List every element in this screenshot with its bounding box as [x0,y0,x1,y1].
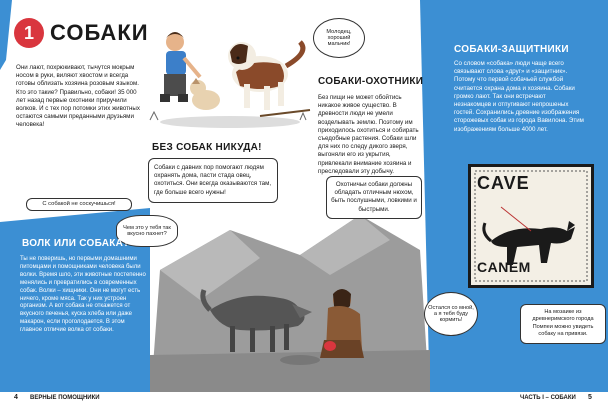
text-no-dogs: Собаки с давних пор помогают людям охранять дома, пасти стада овец, охотиться. Они всегда оказываются там, где больше всего нужны! [154,164,272,196]
heading-guard-dogs: СОБАКИ-ЗАЩИТНИКИ [454,44,569,55]
heading-no-dogs: БЕЗ СОБАК НИКУДА! [152,142,262,153]
speech-bubble-caveman: Остался со мной, а я тебя буду кормить! [424,292,478,336]
intro-text: Они лают, похрюкивают, тычутся мокрым носом в руки, виляют хвостом и всегда готовы облизать хозяина розовым языком. Кто это такие? Правильно, собаки! 35 000 лет назад первые охотники приручили волков. И с тех пор потомки этих животных остаются самыми преданными друзьями человека! [16,64,140,129]
text-mosaic-caption: На мозаике из древнеримского города Помпеи можно увидеть собаку на привязи. [532,309,594,338]
card-mosaic-caption [520,304,606,344]
text-wolf-or-dog: Ты не поверишь, но первыми домашними питомцами и помощниками человека были волки. Время шло, эти животные постепенно менялись и превратились в современных собак. Волки – хищники. Они не могут есть ничего, кроме мяса. Так у них устроен организм. А вот собака не откажется от вкусного печенья, куска хлеба или даже макарон, если проголодается. В этом главное отличие волка от собаки. [20,256,146,334]
mosaic-text-bottom: CANEM [477,259,531,275]
heading-hunting-dogs: СОБАКИ-ОХОТНИКИ [318,76,424,87]
heading-wolf-or-dog: ВОЛК ИЛИ СОБАКА? [22,238,130,249]
caption-no-boredom: С собакой не соскучишься! [26,198,132,211]
text-hunting-card: Охотничьи собаки должны обладать отличным нюхом, быть послушными, ловкими и быстрыми. [331,181,417,213]
chapter-number: 1 [23,23,34,43]
mosaic-text-top: CAVE [477,173,530,193]
card-hunting-dogs [326,176,422,219]
footer-section-right: ЧАСТЬ I – СОБАКИ [520,395,576,401]
footer-section-left: ВЕРНЫЕ ПОМОЩНИКИ [30,395,100,401]
footer-page-number-left: 4 [14,394,18,401]
speech-bubble-girl: Молодец, хороший мальчик! [313,18,365,58]
card-no-dogs [148,158,278,203]
text-guard-dogs: Со словом «собака» люди чаще всего связывают слова «друг» и «защитник». Потому что первой собачьей службой считается охрана дома и хозяина. Собаки громко лают. Так они встречают незнакомцев и отпугивают непрошеных гостей. Сохранились древние изображения сторожевых собак из города Вавилона. Этим изображениям больше 4000 лет. [454,60,584,133]
cave-canem-mosaic [468,164,594,288]
wolf-and-caveman-illustration [200,270,400,390]
speech-bubble-wolf: Чем это у тебя так вкусно пахнет? [116,215,178,247]
chapter-title: СОБАКИ [50,20,149,45]
text-hunting-dogs: Без пищи не может обойтись никакое живое существо. В древности люди не умели возделывать землю. Поэтому им приходилось охотиться и собирать съедобные растения. Собаки шли для них по следу дикого зверя, выгоняли его из укрытия, привлекали внимание хозяина и преследовали эту добычу. [318,94,419,175]
footer-page-number-right: 5 [588,394,592,401]
boy-with-dogs-illustration [140,22,318,132]
